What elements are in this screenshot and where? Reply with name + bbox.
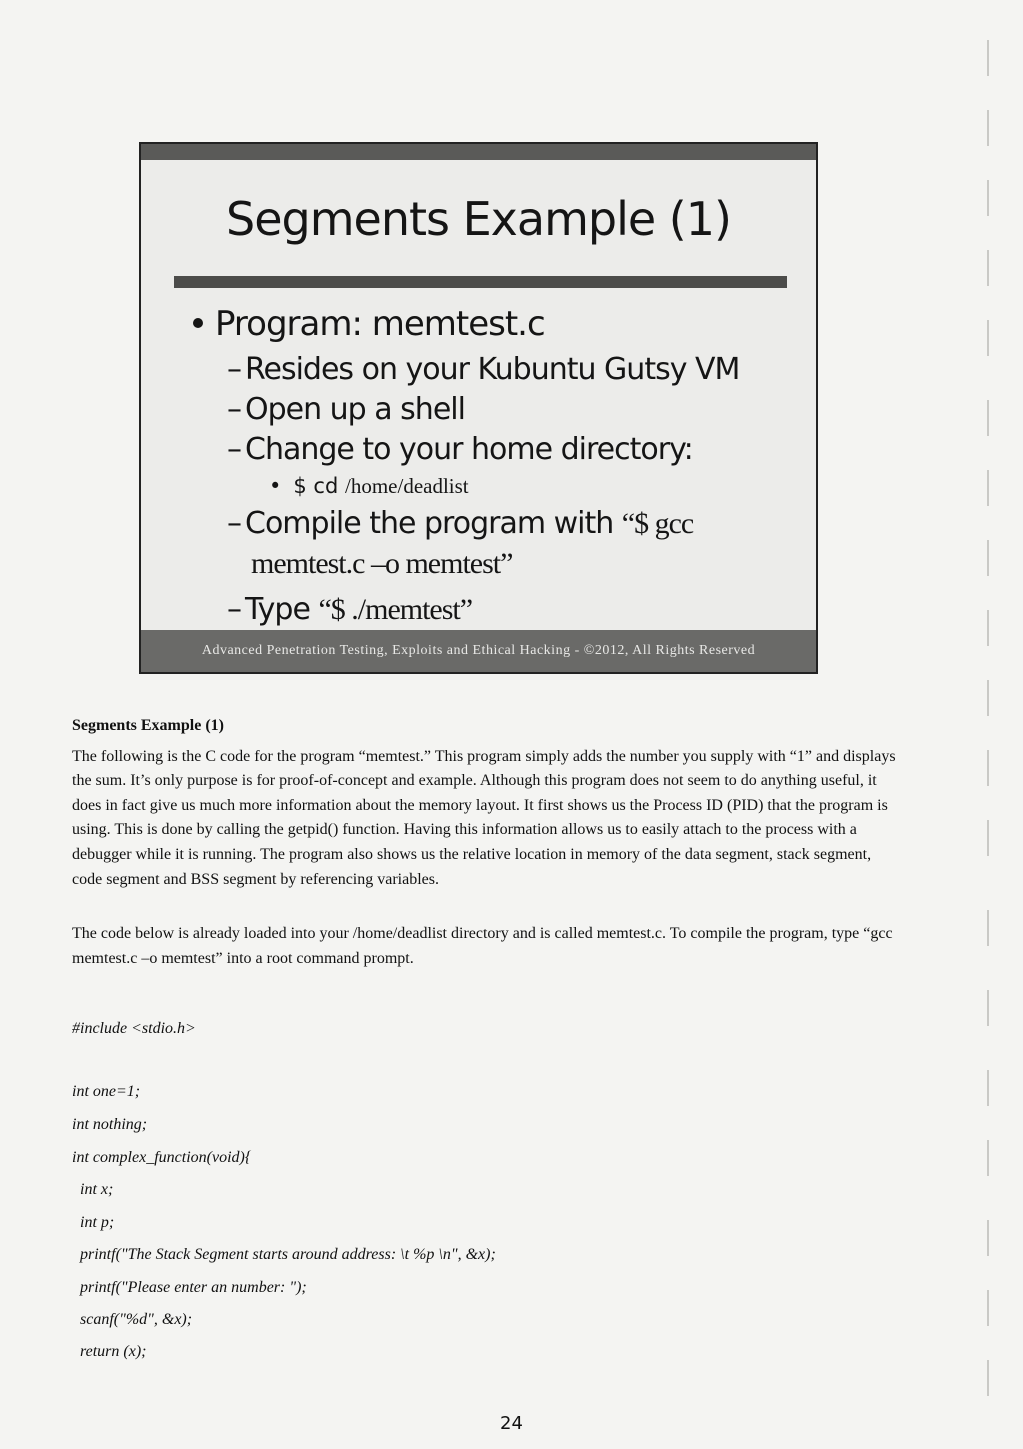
notes-paragraph-1: The following is the C code for the program “memtest.” This program simply adds the number you supply with “1” and displays the sum. It’s only purpose is for proof-of-concept and example. Although this program does not seem to do anything useful, it does in fact give us much more information about the memory layout. It first shows us the Process ID (PID) that the program is using. This is done by calling the getpid() function. Having this information allows us to easily attach to the process with a debugger while it is running. The program also shows us the relative location in memory of the data segment, stack segment, code segment and BSS segment by referencing variables.: [72, 747, 896, 888]
slide-title: Segments Example (1): [226, 192, 731, 246]
code-line: int x;: [80, 1181, 114, 1198]
slide-body: [193, 304, 796, 630]
bullet-dot: [193, 318, 203, 328]
code-line: int one=1;: [72, 1083, 141, 1100]
slide-image: [139, 142, 818, 674]
slide-title-rule: [174, 276, 787, 288]
slide-top-bar: [141, 144, 816, 160]
code-line: scanf("%d", &x);: [80, 1311, 193, 1328]
notes-section: [72, 714, 902, 971]
binder-edge-marks: [985, 30, 993, 1430]
slide-sub-item-compile: – Compile the program with “$ gcc memtest.c –o memtest”: [227, 506, 694, 580]
slide-bullet: Program: memtest.c: [193, 304, 796, 344]
slide-sub-item: – Resides on your Kubuntu Gutsy VM: [227, 352, 740, 387]
code-line: int p;: [80, 1214, 115, 1231]
page-number: 24: [500, 1413, 523, 1434]
code-line: printf("The Stack Segment starts around address: \t %p \n", &x);: [80, 1246, 496, 1263]
code-line: int complex_function(void){: [72, 1149, 252, 1166]
slide-sub-sub-item: • $ cd /home/deadlist: [269, 474, 469, 498]
slide-sub-item: – Open up a shell: [227, 392, 465, 427]
slide-sub-item: – Change to your home directory:: [227, 432, 693, 467]
code-line: printf("Please enter an number: ");: [80, 1279, 307, 1296]
code-line: #include <stdio.h>: [72, 1020, 196, 1037]
notes-paragraph-2: The code below is already loaded into your /home/deadlist directory and is called memtest.c. To compile the program, type “gcc memtest.c –o memtest” into a root command prompt.: [72, 925, 893, 967]
notes-heading: Segments Example (1): [72, 717, 224, 734]
slide-footer: Advanced Penetration Testing, Exploits and Ethical Hacking - ©2012, All Rights Reserved: [141, 630, 816, 672]
code-line: int nothing;: [72, 1116, 148, 1133]
code-line: return (x);: [80, 1343, 147, 1360]
slide-sub-item-type: – Type “$ ./memtest”: [227, 592, 473, 627]
